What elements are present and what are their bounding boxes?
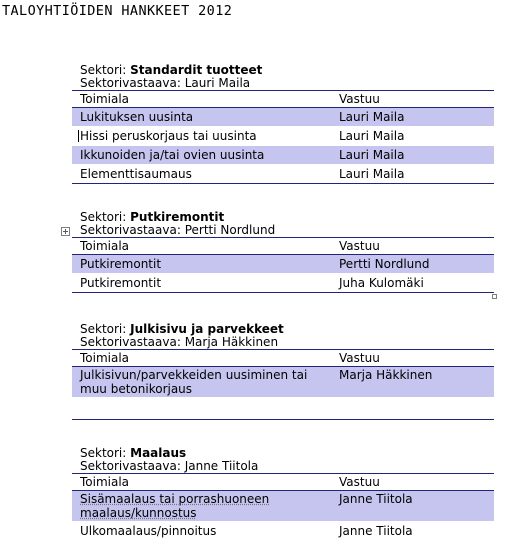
cell-vastuu: Marja Häkkinen bbox=[339, 368, 433, 382]
header-vastuu: Vastuu bbox=[339, 239, 380, 253]
table-row-empty[interactable] bbox=[72, 398, 494, 419]
table-row[interactable] bbox=[72, 108, 494, 127]
text-cursor bbox=[78, 130, 79, 142]
cell-toimiala: Hissi peruskorjaus tai uusinta bbox=[80, 129, 257, 143]
sector-julkisivu bbox=[72, 323, 494, 420]
responsible-label: Sektorivastaava: bbox=[80, 76, 185, 90]
sector-name: Standardit tuotteet bbox=[130, 63, 263, 77]
sector-responsible bbox=[80, 224, 494, 237]
responsible-name: Pertti Nordlund bbox=[184, 223, 276, 237]
cell-vastuu: Pertti Nordlund bbox=[339, 257, 430, 271]
table-row[interactable] bbox=[72, 274, 494, 292]
sector-table[interactable] bbox=[72, 237, 494, 293]
sector-name: Julkisivu ja parvekkeet bbox=[130, 322, 284, 336]
sector-label: Sektori: bbox=[80, 322, 131, 336]
cell-vastuu: Janne Tiitola bbox=[339, 524, 413, 538]
table-header-row[interactable] bbox=[72, 474, 494, 491]
table-row[interactable] bbox=[72, 146, 494, 165]
responsible-name: Janne Tiitola bbox=[184, 459, 259, 473]
sector-table[interactable] bbox=[72, 90, 494, 184]
header-toimiala: Toimiala bbox=[80, 92, 130, 106]
cell-toimiala: Putkiremontit bbox=[80, 257, 162, 271]
sector-table[interactable] bbox=[72, 349, 494, 420]
table-row[interactable] bbox=[72, 165, 494, 183]
sector-name: Putkiremontit bbox=[130, 210, 225, 224]
header-vastuu: Vastuu bbox=[339, 92, 380, 106]
cell-toimiala: Julkisivun/parvekkeiden uusiminen tai muu betonikorjaus bbox=[80, 368, 308, 396]
sector-label: Sektori: bbox=[80, 446, 131, 460]
header-vastuu: Vastuu bbox=[339, 475, 380, 489]
header-vastuu: Vastuu bbox=[339, 351, 380, 365]
cell-toimiala: Putkiremontit bbox=[80, 276, 162, 290]
header-toimiala: Toimiala bbox=[80, 351, 130, 365]
cell-toimiala: Sisämaalaus tai porrashuoneen maalaus/kunnostus bbox=[80, 492, 270, 520]
table-row[interactable] bbox=[72, 522, 494, 540]
header-toimiala: Toimiala bbox=[80, 239, 130, 253]
sector-label: Sektori: bbox=[80, 210, 131, 224]
table-row[interactable] bbox=[72, 127, 494, 146]
sector-putkiremontit bbox=[72, 211, 494, 293]
sector-name: Maalaus bbox=[130, 446, 187, 460]
table-row[interactable] bbox=[72, 491, 494, 522]
cell-vastuu: Janne Tiitola bbox=[339, 492, 413, 506]
table-header-row[interactable] bbox=[72, 91, 494, 108]
cell-vastuu: Lauri Maila bbox=[339, 110, 405, 124]
sector-standardit bbox=[72, 64, 494, 184]
table-header-row[interactable] bbox=[72, 350, 494, 367]
sector-maalaus bbox=[72, 447, 494, 540]
table-resize-handle-icon[interactable] bbox=[492, 294, 497, 299]
responsible-name: Lauri Maila bbox=[184, 76, 251, 90]
table-header-row[interactable] bbox=[72, 238, 494, 255]
cell-toimiala: Lukituksen uusinta bbox=[80, 110, 194, 124]
cell-vastuu: Juha Kulomäki bbox=[339, 276, 424, 290]
sector-responsible bbox=[80, 77, 494, 90]
cell-toimiala: Elementtisaumaus bbox=[80, 167, 192, 181]
sector-label: Sektori: bbox=[80, 63, 131, 77]
sector-responsible bbox=[80, 460, 494, 473]
responsible-label: Sektorivastaava: bbox=[80, 459, 185, 473]
responsible-label: Sektorivastaava: bbox=[80, 223, 185, 237]
header-toimiala: Toimiala bbox=[80, 475, 130, 489]
responsible-label: Sektorivastaava: bbox=[80, 335, 185, 349]
table-move-handle-icon[interactable] bbox=[61, 227, 70, 236]
responsible-name: Marja Häkkinen bbox=[184, 335, 279, 349]
table-row[interactable] bbox=[72, 255, 494, 274]
sector-table[interactable] bbox=[72, 473, 494, 540]
table-row[interactable] bbox=[72, 367, 494, 398]
cell-toimiala: Ikkunoiden ja/tai ovien uusinta bbox=[80, 148, 265, 162]
sector-responsible bbox=[80, 336, 494, 349]
cell-vastuu: Lauri Maila bbox=[339, 167, 405, 181]
page-title: TALOYHTIÖIDEN HANKKEET 2012 bbox=[2, 3, 233, 19]
cell-toimiala: Ulkomaalaus/pinnoitus bbox=[80, 524, 217, 538]
cell-vastuu: Lauri Maila bbox=[339, 129, 405, 143]
cell-vastuu: Lauri Maila bbox=[339, 148, 405, 162]
